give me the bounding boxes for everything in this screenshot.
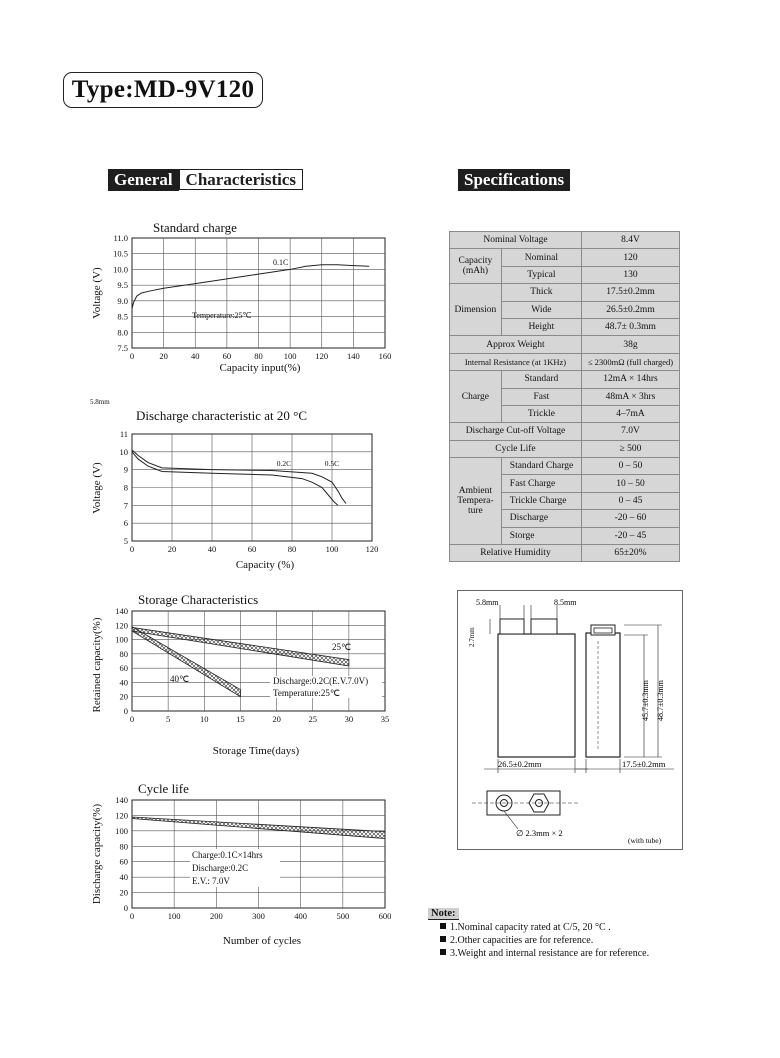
x-tick-label: 0 <box>129 544 135 554</box>
x-tick-label: 0 <box>129 911 135 921</box>
battery-side-body <box>586 633 620 757</box>
thick-value: 17.5±0.2mm <box>581 284 679 301</box>
dim-thickness: 17.5±0.2mm <box>622 759 666 769</box>
series-label: 0.5C <box>324 459 340 469</box>
y-tick-label: 11.0 <box>113 233 128 243</box>
terminal-side <box>591 625 615 635</box>
y-tick-label: 6 <box>123 518 128 529</box>
series-label: 40℃ <box>170 674 190 684</box>
capacity-nominal-label: Nominal <box>501 249 581 266</box>
x-tick-label: 600 <box>378 911 392 921</box>
chart-title: Standard charge <box>153 220 237 235</box>
dim-hole: ∅ 2.3mm × 2 <box>516 828 563 838</box>
x-tick-label: 60 <box>222 351 232 361</box>
internal-resistance-value: ≤ 2300mΩ (full charged) <box>581 353 679 370</box>
bullet-square-icon <box>440 936 446 942</box>
x-tick-label: 500 <box>336 911 350 921</box>
ambient-std-charge-value: 0 – 50 <box>581 458 679 475</box>
table-row <box>450 545 680 562</box>
y-tick-label: 10.5 <box>113 248 128 259</box>
x-tick-label: 40 <box>191 351 200 361</box>
dim-top-left: 5.8mm <box>476 598 499 607</box>
general-header-part1: General <box>108 169 179 191</box>
nominal-voltage-value: 8.4V <box>581 232 679 249</box>
dimension-drawing <box>457 590 683 850</box>
y-axis-label: Discharge capacity(%) <box>91 803 103 905</box>
y-tick-label: 60 <box>119 663 128 674</box>
weight-value: 38g <box>581 336 679 353</box>
chart-annotation: Temperature:25℃ <box>273 688 340 698</box>
x-axis-label: Capacity input(%) <box>219 362 301 374</box>
y-tick-label: 8 <box>123 482 128 493</box>
y-tick-label: 9 <box>123 464 128 475</box>
x-tick-label: 100 <box>325 544 339 554</box>
x-tick-label: 0 <box>129 351 135 361</box>
chart-title: Storage Characteristics <box>138 592 259 607</box>
x-tick-label: 80 <box>287 544 297 554</box>
x-tick-label: 400 <box>294 911 308 921</box>
y-axis-label: Voltage (V) <box>91 462 103 514</box>
x-axis-label: Capacity (%) <box>235 559 295 571</box>
charge-fast-value: 48mA × 3hrs <box>581 388 679 405</box>
x-tick-label: 160 <box>378 351 392 361</box>
bullet-square-icon <box>440 949 446 955</box>
capacity-typical-value: 130 <box>581 266 679 283</box>
y-tick-label: 60 <box>119 856 128 867</box>
x-tick-label: 35 <box>380 714 390 724</box>
terminal-right <box>531 619 557 634</box>
y-tick-label: 8.5 <box>117 311 128 322</box>
x-tick-label: 0 <box>129 714 135 724</box>
specifications-table <box>449 231 680 562</box>
y-tick-label: 0 <box>123 903 128 913</box>
y-tick-label: 120 <box>115 810 128 821</box>
note-line: 3.Weight and internal resistance are for reference. <box>428 948 649 959</box>
chart-title: Cycle life <box>138 781 189 796</box>
cycle-life-label: Cycle Life <box>450 440 582 457</box>
y-tick-label: 9.0 <box>117 295 128 306</box>
dim-height-total: 48.7±0.3mm <box>656 680 665 721</box>
ambient-discharge-value: -20 – 60 <box>581 510 679 527</box>
notes-title: Note: <box>428 908 459 920</box>
x-axis-label: Storage Time(days) <box>212 745 300 757</box>
y-tick-label: 80 <box>119 648 128 659</box>
x-tick-label: 120 <box>315 351 329 361</box>
y-tick-label: 100 <box>115 634 128 645</box>
table-row <box>450 440 680 457</box>
x-tick-label: 15 <box>236 714 245 724</box>
internal-resistance-label: Internal Resistance (at 1KHz) <box>450 353 582 370</box>
capacity-label: Capacity (mAh) <box>450 249 502 284</box>
dim-height-body: 45.7±0.3mm <box>641 680 650 721</box>
height-value: 48.7± 0.3mm <box>581 318 679 335</box>
dim-width: 26.5±0.2mm <box>498 759 542 769</box>
y-tick-label: 8.0 <box>117 327 128 338</box>
x-tick-label: 300 <box>252 911 265 921</box>
x-tick-label: 120 <box>365 544 379 554</box>
charge-label: Charge <box>450 371 502 423</box>
table-row <box>450 232 680 249</box>
ambient-storage-value: -20 – 45 <box>581 527 679 544</box>
x-tick-label: 25 <box>308 714 317 724</box>
page-title: Type:MD-9V120 <box>63 72 263 108</box>
y-tick-label: 40 <box>119 872 128 883</box>
y-tick-label: 10.0 <box>113 264 128 275</box>
y-tick-label: 0 <box>123 706 128 716</box>
cutoff-value: 7.0V <box>581 423 679 440</box>
battery-front-body <box>498 634 575 757</box>
table-row <box>450 458 680 475</box>
ambient-discharge-label: Discharge <box>501 510 581 527</box>
bullet-square-icon <box>440 923 446 929</box>
y-tick-label: 9.5 <box>117 280 128 291</box>
y-tick-label: 100 <box>115 825 128 836</box>
weight-label: Approx Weight <box>450 336 582 353</box>
x-tick-label: 200 <box>209 911 223 921</box>
note-line: 1.Nominal capacity rated at C/5, 20 °C . <box>428 922 649 933</box>
dimension-drawing-svg <box>458 591 682 849</box>
chart-annotation: Discharge:0.2C(E.V.7.0V) <box>273 676 369 686</box>
chart-title: Discharge characteristic at 20 °C <box>136 408 307 423</box>
table-row <box>450 423 680 440</box>
y-tick-label: 7.5 <box>117 343 128 353</box>
ambient-fast-charge-value: 10 – 50 <box>581 475 679 492</box>
charge-standard-label: Standard <box>501 371 581 388</box>
table-row <box>450 371 680 388</box>
x-tick-label: 20 <box>167 544 177 554</box>
x-tick-label: 5 <box>166 714 171 724</box>
y-tick-label: 5 <box>123 536 128 546</box>
y-tick-label: 20 <box>119 887 128 898</box>
charge-trickle-label: Trickle <box>501 405 581 422</box>
y-axis-label: Retained capacity(%) <box>91 617 103 713</box>
x-tick-label: 140 <box>347 351 360 361</box>
x-tick-label: 20 <box>159 351 168 361</box>
ambient-trickle-charge-value: 0 – 45 <box>581 492 679 509</box>
x-tick-label: 80 <box>254 351 263 361</box>
charge-trickle-value: 4–7mA <box>581 405 679 422</box>
y-tick-label: 120 <box>115 620 128 631</box>
terminal-left <box>500 619 524 634</box>
humidity-label: Relative Humidity <box>450 545 582 562</box>
ambient-fast-charge-label: Fast Charge <box>501 475 581 492</box>
dim-terminal-height: 2.7mm <box>468 627 476 647</box>
x-tick-label: 100 <box>283 351 297 361</box>
chart-annotation: Charge:0.1C×14hrs <box>192 850 263 860</box>
ambient-std-charge-label: Standard Charge <box>501 458 581 475</box>
y-tick-label: 7 <box>123 500 128 511</box>
x-tick-label: 100 <box>167 911 181 921</box>
x-tick-label: 20 <box>272 714 281 724</box>
wide-value: 26.5±0.2mm <box>581 301 679 318</box>
table-row <box>450 353 680 370</box>
chart-annotation: Discharge:0.2C <box>192 863 249 873</box>
dimension-label: Dimension <box>450 284 502 336</box>
ambient-trickle-charge-label: Trickle Charge <box>501 492 581 509</box>
cutoff-label: Discharge Cut-off Voltage <box>450 423 582 440</box>
table-row <box>450 249 680 266</box>
charge-fast-label: Fast <box>501 388 581 405</box>
series-label: 0.1C <box>273 258 289 267</box>
capacity-typical-label: Typical <box>501 266 581 283</box>
chart-note: 5.8mm <box>90 398 110 406</box>
y-tick-label: 20 <box>119 691 128 702</box>
ambient-label: Ambient Tempera- ture <box>450 458 502 545</box>
y-axis-label: Voltage (V) <box>91 267 103 319</box>
dim-top-right: 8.5mm <box>554 598 577 607</box>
thick-label: Thick <box>501 284 581 301</box>
height-label: Height <box>501 318 581 335</box>
y-tick-label: 80 <box>119 841 128 852</box>
x-tick-label: 60 <box>247 544 257 554</box>
x-axis-label: Number of cycles <box>222 935 302 947</box>
y-tick-label: 10 <box>119 446 128 457</box>
notes-section <box>428 908 649 959</box>
note-line: 2.Other capacities are for reference. <box>428 935 649 946</box>
temperature-note: Temperature:25℃ <box>192 311 252 320</box>
with-tube-note: (with tube) <box>628 836 662 845</box>
wide-label: Wide <box>501 301 581 318</box>
charts-area <box>0 0 420 980</box>
x-tick-label: 30 <box>344 714 354 724</box>
nominal-voltage-label: Nominal Voltage <box>450 232 582 249</box>
ambient-storage-label: Storge <box>501 527 581 544</box>
general-header-part2: Characteristics <box>179 169 303 190</box>
table-row <box>450 284 680 301</box>
charge-standard-value: 12mA × 14hrs <box>581 371 679 388</box>
series-label: 0.2C <box>276 459 292 469</box>
y-tick-label: 40 <box>119 677 128 688</box>
x-tick-label: 40 <box>207 544 217 554</box>
cycle-life-value: ≥ 500 <box>581 440 679 457</box>
x-tick-label: 10 <box>200 714 209 724</box>
series-label: 25℃ <box>332 642 352 652</box>
y-tick-label: 11 <box>119 429 128 439</box>
y-tick-label: 140 <box>115 606 128 616</box>
chart-annotation: E.V.: 7.0V <box>192 876 230 886</box>
table-row <box>450 336 680 353</box>
y-tick-label: 140 <box>115 795 128 805</box>
specifications-header: Specifications <box>458 169 570 191</box>
humidity-value: 65±20% <box>581 545 679 562</box>
capacity-nominal-value: 120 <box>581 249 679 266</box>
